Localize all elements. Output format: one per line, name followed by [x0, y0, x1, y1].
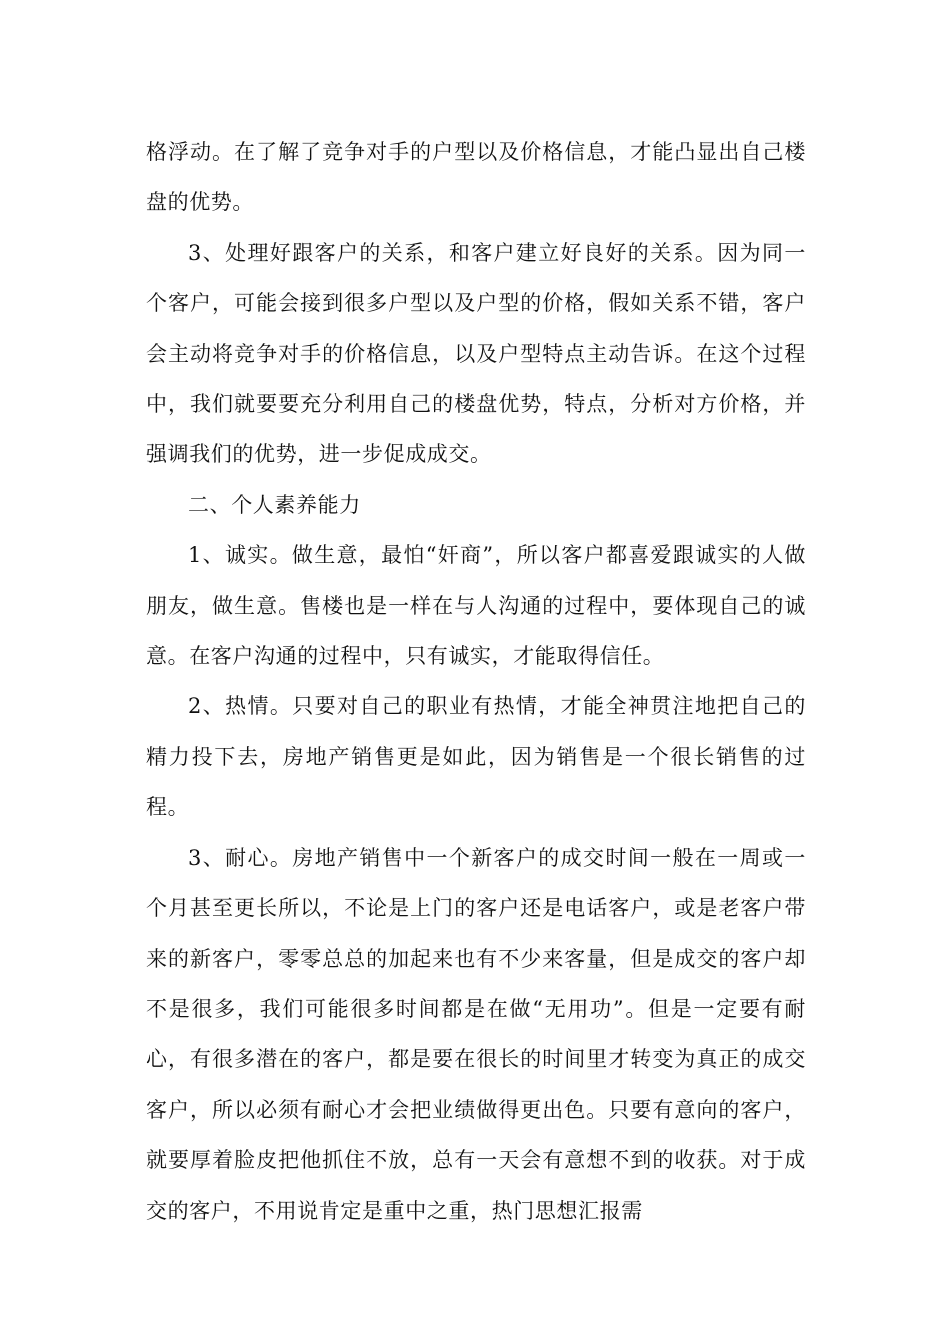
- section-heading-personal-quality: 二、个人素养能力: [188, 492, 361, 517]
- document-body: [146, 127, 806, 1236]
- paragraph-patience: 3、耐心。房地产销售中一个新客户的成交时间一般在一周或一个月甚至更长所以，不论是上门的客户还是电话客户，或是老客户带来的新客户，零零总总的加起来也有不少来客量，但是成交的客户却不是很多，我们可能很多时间都是在做“无用功”。但是一定要有耐心，有很多潜在的客户，都是要在很长的时间里才转变为真正的成交客户，所以必须有耐心才会把业绩做得更出色。只要有意向的客户，就要厚着脸皮把他抓住不放，总有一天会有意想不到的收获。对于成交的客户，不用说肯定是重中之重，热门思想汇报需: [146, 845, 806, 1223]
- paragraph-1: 格浮动。在了解了竞争对手的户型以及价格信息，才能凸显出自己楼盘的优势。: [146, 140, 806, 215]
- paragraph-enthusiasm: 2、热情。只要对自己的职业有热情，才能全神贯注地把自己的精力投下去，房地产销售更是如此，因为销售是一个很长销售的过程。: [146, 694, 806, 820]
- paragraph-honesty: 1、诚实。做生意，最怕“奸商”，所以客户都喜爱跟诚实的人做朋友，做生意。售楼也是一样在与人沟通的过程中，要体现自己的诚意。在客户沟通的过程中，只有诚实，才能取得信任。: [146, 543, 806, 669]
- paragraph-2: 3、处理好跟客户的关系，和客户建立好良好的关系。因为同一个客户，可能会接到很多户型以及户型的价格，假如关系不错，客户会主动将竞争对手的价格信息，以及户型特点主动告诉。在这个过程中，我们就要要充分利用自己的楼盘优势，特点，分析对方价格，并强调我们的优势，进一步促成成交。: [146, 240, 806, 467]
